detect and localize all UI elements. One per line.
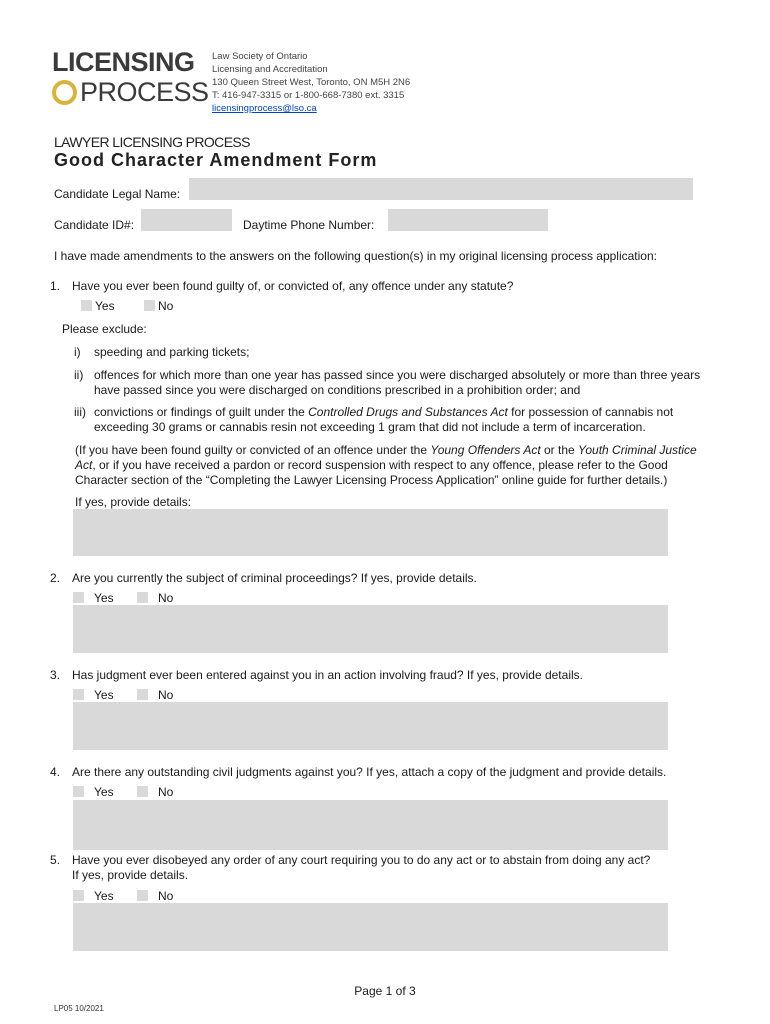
question-number: 3.	[50, 668, 61, 682]
q1-no-checkbox[interactable]	[144, 300, 155, 311]
q4-yes-checkbox[interactable]	[73, 786, 84, 797]
email-link[interactable]: licensingprocess@lso.ca	[212, 103, 317, 114]
q1-note: Character section of the “Completing the Lawyer Licensing Process Application” online guide for further details.)	[75, 473, 668, 487]
q1-note: (If you have been found guilty or convicted of an offence under the Young Offenders Act or the Youth Criminal Justice	[75, 443, 697, 457]
logo-licensing-text: LICENSING	[52, 47, 195, 77]
q5-details-field[interactable]	[73, 903, 668, 951]
q3-yes-label: Yes	[94, 688, 114, 702]
question-text: Are you currently the subject of criminal proceedings? If yes, provide details.	[72, 571, 477, 585]
q5-yes-label: Yes	[94, 889, 114, 903]
contact-address	[212, 50, 410, 115]
q5-no-label: No	[158, 889, 174, 903]
question-number: 1.	[50, 279, 61, 293]
question-number: 4.	[50, 765, 61, 779]
q3-details-field[interactable]	[73, 702, 668, 750]
intro-text: I have made amendments to the answers on the following question(s) in my original licensing process application:	[54, 249, 657, 263]
question-text: If yes, provide details.	[72, 868, 189, 882]
question-text: Has judgment ever been entered against you in an action involving fraud? If yes, provide details.	[72, 668, 583, 682]
q2-no-checkbox[interactable]	[137, 592, 148, 603]
exclude-item-number: i)	[74, 345, 81, 359]
candidate-id-field[interactable]	[141, 209, 232, 231]
q4-no-label: No	[158, 785, 174, 799]
exclude-item-text: have passed since you were discharged on conditions prescribed in a prohibition order; and	[94, 383, 581, 397]
page-number: Page 1 of 3	[354, 984, 416, 998]
document-label: LAWYER LICENSING PROCESS	[54, 134, 250, 150]
question-text: Are there any outstanding civil judgments against you? If yes, attach a copy of the judgment and provide details.	[72, 765, 667, 779]
q5-yes-checkbox[interactable]	[73, 890, 84, 901]
q2-yes-checkbox[interactable]	[73, 592, 84, 603]
logo-ring-icon	[52, 80, 77, 105]
q4-yes-label: Yes	[94, 785, 114, 799]
question-number: 5.	[50, 853, 61, 867]
legal-name-field[interactable]	[189, 178, 693, 200]
q1-yes-checkbox[interactable]	[81, 300, 92, 311]
q3-yes-checkbox[interactable]	[73, 689, 84, 700]
logo-process-text: PROCESS	[80, 77, 209, 107]
address-line: Licensing and Accreditation	[212, 64, 328, 75]
logo-process	[52, 76, 209, 108]
exclude-item-text: offences for which more than one year has passed since you were discharged absolutely or more than three years	[94, 368, 701, 382]
q1-yes-label: Yes	[95, 299, 115, 313]
q2-details-field[interactable]	[73, 605, 668, 653]
address-line: 130 Queen Street West, Toronto, ON M5H 2N6	[212, 77, 411, 88]
details-label: If yes, provide details:	[75, 495, 192, 509]
q1-details-field[interactable]	[73, 509, 668, 556]
address-line: T: 416-947-3315 or 1-800-668-7380 ext. 3315	[212, 90, 405, 101]
q2-no-label: No	[158, 591, 174, 605]
exclude-item-text: convictions or findings of guilt under the Controlled Drugs and Substances Act for possession of cannabis not	[94, 405, 674, 419]
form-code: LP05 10/2021	[54, 1004, 104, 1013]
q5-no-checkbox[interactable]	[137, 890, 148, 901]
q1-no-label: No	[158, 299, 174, 313]
legal-name-label: Candidate Legal Name:	[54, 187, 181, 201]
q2-yes-label: Yes	[94, 591, 114, 605]
question-number: 2.	[50, 571, 61, 585]
phone-field[interactable]	[388, 209, 548, 231]
question-text: Have you ever disobeyed any order of any court requiring you to do any act or to abstain from doing any act?	[72, 853, 651, 867]
q3-no-label: No	[158, 688, 174, 702]
phone-label: Daytime Phone Number:	[243, 218, 375, 232]
document-title: Good Character Amendment Form	[54, 150, 378, 170]
exclude-item-number: ii)	[74, 368, 84, 382]
address-line: Law Society of Ontario	[212, 51, 308, 62]
candidate-id-label: Candidate ID#:	[54, 218, 135, 232]
q4-no-checkbox[interactable]	[137, 786, 148, 797]
exclude-item-text: speeding and parking tickets;	[94, 345, 250, 359]
q3-no-checkbox[interactable]	[137, 689, 148, 700]
exclude-label: Please exclude:	[62, 322, 147, 336]
exclude-item-number: iii)	[74, 405, 86, 419]
q4-details-field[interactable]	[73, 800, 668, 850]
q1-note: Act, or if you have received a pardon or record suspension with respect to any offence, please refer to the Good	[75, 458, 668, 472]
exclude-item-text: exceeding 30 grams or cannabis resin not exceeding 1 gram that did not include a term of incarceration.	[94, 420, 646, 434]
question-text: Have you ever been found guilty of, or convicted of, any offence under any statute?	[72, 279, 514, 293]
